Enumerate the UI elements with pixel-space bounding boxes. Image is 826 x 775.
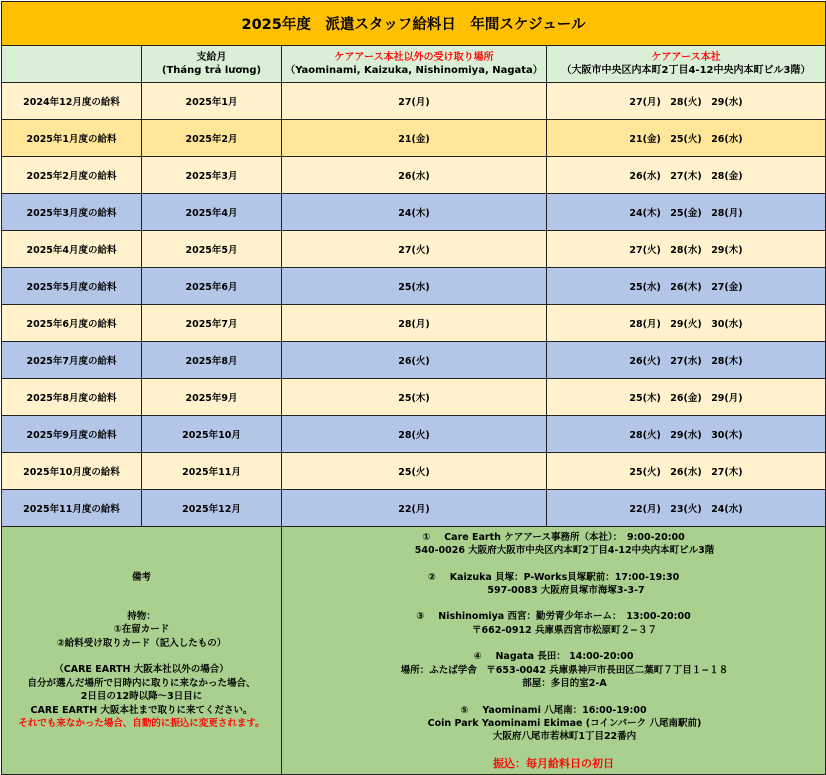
location-address: 場所：ふたば学舎 〒653-0042 兵庫県神戸市長田区二葉町７丁目１−１８ bbox=[400, 664, 729, 676]
location-name-hours bbox=[282, 610, 825, 623]
location-address: Coin Park Yaominami Ekimae (コインパーク 八尾南駅前) bbox=[427, 717, 702, 729]
period-cell: 2024年12月度の給料 bbox=[2, 83, 142, 120]
header-col-hq bbox=[547, 46, 826, 83]
header-col-period bbox=[2, 46, 142, 83]
period-cell: 2025年3月度の給料 bbox=[2, 194, 142, 231]
hq-dates-cell: 24(木) 25(金) 28(月) bbox=[547, 194, 826, 231]
location-title: Nishinomiya 西宮：勤労青少年ホーム： 13:00-20:00 bbox=[438, 611, 691, 623]
case-line-2: 2日目の12時以降～3日目に bbox=[80, 691, 203, 703]
location-title: Nagata 長田： 14:00-20:00 bbox=[495, 651, 634, 663]
hq-dates-cell: 27(火) 28(水) 29(木) bbox=[547, 231, 826, 268]
table-row bbox=[2, 194, 826, 231]
hq-dates-cell: 21(金) 25(火) 26(水) bbox=[547, 120, 826, 157]
location-name-hours bbox=[282, 650, 825, 663]
period-cell: 2025年9月度の給料 bbox=[2, 416, 142, 453]
header-other-list: （Yaominami, Kaizuka, Nishinomiya, Nagata） bbox=[285, 65, 543, 76]
location-number: ④ bbox=[473, 651, 482, 663]
locations-cell bbox=[282, 527, 826, 775]
table-row bbox=[2, 83, 826, 120]
header-col-other-locations bbox=[282, 46, 547, 83]
other-location-date-cell: 27(月) bbox=[282, 83, 547, 120]
header-col-month bbox=[142, 46, 282, 83]
other-location-date-cell: 27(火) bbox=[282, 231, 547, 268]
location-block bbox=[282, 531, 825, 558]
item-residence-card: ①在留カード bbox=[113, 624, 170, 636]
location-number: ⑤ bbox=[460, 704, 469, 716]
other-location-date-cell: 22(月) bbox=[282, 490, 547, 527]
location-detail: 大阪府八尾市若林町1丁目22番内 bbox=[492, 731, 637, 743]
location-address: 〒662-0912 兵庫県西宮市松原町２−３７ bbox=[472, 624, 657, 636]
schedule-table bbox=[1, 1, 826, 775]
item-pay-card: ②給料受け取りカード（記入したもの） bbox=[56, 637, 227, 649]
case-line-1: 自分が選んだ場所で日時内に取りに来なかった場合、 bbox=[27, 677, 256, 689]
location-detail: 部屋：多目的室2-A bbox=[522, 678, 607, 690]
month-cell: 2025年4月 bbox=[142, 194, 282, 231]
hq-dates-cell: 27(月) 28(火) 29(水) bbox=[547, 83, 826, 120]
location-block bbox=[282, 650, 825, 690]
period-cell: 2025年6月度の給料 bbox=[2, 305, 142, 342]
month-cell: 2025年5月 bbox=[142, 231, 282, 268]
month-cell: 2025年12月 bbox=[142, 490, 282, 527]
period-cell: 2025年1月度の給料 bbox=[2, 120, 142, 157]
hq-dates-cell: 28(月) 29(火) 30(水) bbox=[547, 305, 826, 342]
period-cell: 2025年5月度の給料 bbox=[2, 268, 142, 305]
month-cell: 2025年6月 bbox=[142, 268, 282, 305]
month-cell: 2025年7月 bbox=[142, 305, 282, 342]
location-number: ① bbox=[422, 531, 431, 543]
table-row bbox=[2, 490, 826, 527]
location-title: Yaominami 八尾南：16:00-19:00 bbox=[482, 704, 647, 716]
other-location-date-cell: 25(木) bbox=[282, 379, 547, 416]
other-location-date-cell: 28(火) bbox=[282, 416, 547, 453]
month-cell: 2025年10月 bbox=[142, 416, 282, 453]
table-row bbox=[2, 453, 826, 490]
hq-dates-cell: 25(水) 26(木) 27(金) bbox=[547, 268, 826, 305]
items-label: 持物： bbox=[127, 611, 156, 623]
case-label: （CARE EARTH 大阪本社以外の場合） bbox=[54, 664, 229, 676]
period-cell: 2025年4月度の給料 bbox=[2, 231, 142, 268]
hq-dates-cell: 28(火) 29(水) 30(木) bbox=[547, 416, 826, 453]
month-cell: 2025年11月 bbox=[142, 453, 282, 490]
location-name-hours bbox=[282, 531, 825, 544]
auto-transfer-warning: それでも来なかった場合、自動的に振込に変更されます。 bbox=[18, 717, 265, 729]
location-address: 597-0083 大阪府貝塚市海塚3-3-7 bbox=[487, 585, 645, 597]
table-row bbox=[2, 379, 826, 416]
month-cell: 2025年9月 bbox=[142, 379, 282, 416]
hq-dates-cell: 22(月) 23(火) 24(水) bbox=[547, 490, 826, 527]
header-month-label: 支給月 bbox=[196, 52, 227, 63]
header-other-label: ケアアース本社以外の受け取り場所 bbox=[334, 52, 494, 63]
hq-dates-cell: 25(木) 26(金) 29(月) bbox=[547, 379, 826, 416]
month-cell: 2025年2月 bbox=[142, 120, 282, 157]
location-number: ② bbox=[427, 571, 436, 583]
header-month-vn: (Tháng trả lương) bbox=[161, 65, 262, 76]
locations-list bbox=[282, 531, 825, 744]
table-row bbox=[2, 231, 826, 268]
period-cell: 2025年8月度の給料 bbox=[2, 379, 142, 416]
notes-heading: 備考 bbox=[131, 571, 151, 583]
location-name-hours bbox=[282, 704, 825, 717]
other-location-date-cell: 28(月) bbox=[282, 305, 547, 342]
location-block bbox=[282, 610, 825, 637]
hq-dates-cell: 26(水) 27(木) 28(金) bbox=[547, 157, 826, 194]
location-name-hours bbox=[282, 571, 825, 584]
period-cell: 2025年2月度の給料 bbox=[2, 157, 142, 194]
other-location-date-cell: 25(火) bbox=[282, 453, 547, 490]
location-title: Kaizuka 貝塚：P-Works貝塚駅前：17:00-19:30 bbox=[449, 571, 680, 583]
location-block bbox=[282, 571, 825, 598]
table-row bbox=[2, 268, 826, 305]
notes-cell bbox=[2, 527, 282, 775]
month-cell: 2025年8月 bbox=[142, 342, 282, 379]
header-hq-label: ケアアース本社 bbox=[651, 52, 721, 63]
other-location-date-cell: 26(水) bbox=[282, 157, 547, 194]
period-cell: 2025年10月度の給料 bbox=[2, 453, 142, 490]
table-row bbox=[2, 120, 826, 157]
period-cell: 2025年7月度の給料 bbox=[2, 342, 142, 379]
table-row bbox=[2, 305, 826, 342]
table-row bbox=[2, 157, 826, 194]
transfer-note: 振込：毎月給料日の初日 bbox=[493, 756, 614, 770]
other-location-date-cell: 24(木) bbox=[282, 194, 547, 231]
other-location-date-cell: 25(水) bbox=[282, 268, 547, 305]
location-block bbox=[282, 704, 825, 744]
location-title: Care Earth ケアアース事務所（本社）： 9:00-20:00 bbox=[444, 531, 685, 543]
month-cell: 2025年3月 bbox=[142, 157, 282, 194]
table-row bbox=[2, 342, 826, 379]
other-location-date-cell: 26(火) bbox=[282, 342, 547, 379]
case-line-3: CARE EARTH 大阪本社まで取りに来てください。 bbox=[30, 704, 253, 716]
location-number: ③ bbox=[416, 611, 425, 623]
page-title: 2025年度 派遣スタッフ給料日 年間スケジュール bbox=[2, 2, 826, 46]
other-location-date-cell: 21(金) bbox=[282, 120, 547, 157]
header-hq-address: （大阪市中央区内本町2丁目4-12中央内本町ビル3階） bbox=[561, 65, 811, 76]
hq-dates-cell: 25(火) 26(水) 27(木) bbox=[547, 453, 826, 490]
month-cell: 2025年1月 bbox=[142, 83, 282, 120]
location-address: 540-0026 大阪府大阪市中央区内本町2丁目4-12中央内本町ビル3階 bbox=[414, 545, 715, 557]
period-cell: 2025年11月度の給料 bbox=[2, 490, 142, 527]
table-row bbox=[2, 416, 826, 453]
hq-dates-cell: 26(火) 27(水) 28(木) bbox=[547, 342, 826, 379]
